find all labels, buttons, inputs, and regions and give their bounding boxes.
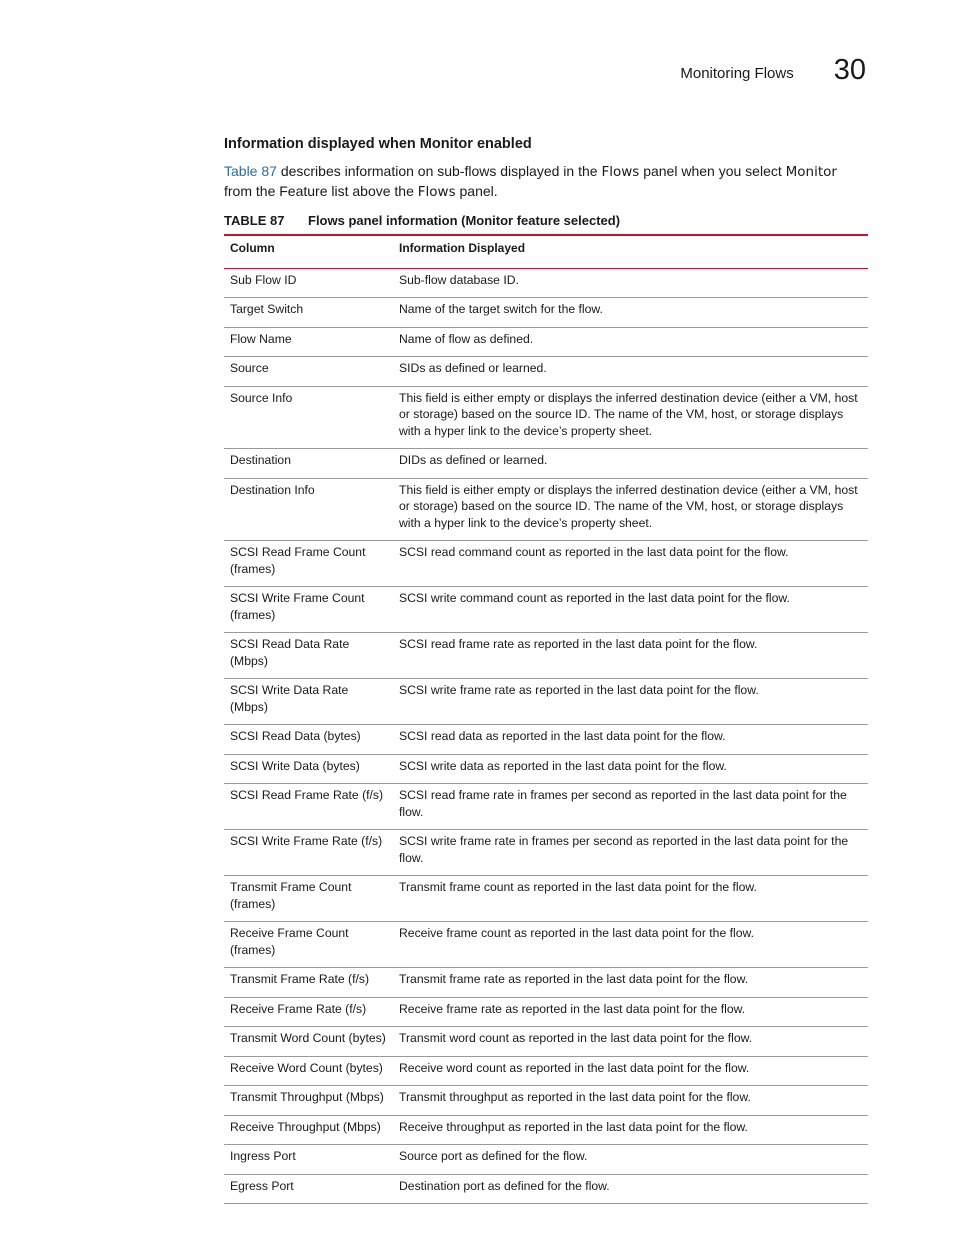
cell-information: Receive throughput as reported in the last data point for the flow. [393, 1115, 868, 1145]
cell-column-name: Receive Throughput (Mbps) [224, 1115, 393, 1145]
table-row [224, 298, 868, 328]
table-caption [224, 213, 868, 236]
table-title: Flows panel information (Monitor feature selected) [308, 213, 621, 228]
table-row [224, 327, 868, 357]
cell-column-name: SCSI Write Frame Count (frames) [224, 587, 393, 633]
cell-information: Transmit frame count as reported in the last data point for the flow. [393, 876, 868, 922]
table-row [224, 784, 868, 830]
cell-column-name: SCSI Write Frame Rate (f/s) [224, 830, 393, 876]
cell-information: SCSI read command count as reported in the last data point for the flow. [393, 541, 868, 587]
cell-column-name: Transmit Word Count (bytes) [224, 1027, 393, 1057]
flows-info-table [224, 236, 868, 1204]
cell-information: SCSI write data as reported in the last data point for the flow. [393, 754, 868, 784]
cell-information: Destination port as defined for the flow. [393, 1174, 868, 1204]
cell-information: SCSI read frame rate in frames per second as reported in the last data point for the flow. [393, 784, 868, 830]
table-row [224, 386, 868, 449]
cell-information: Transmit word count as reported in the last data point for the flow. [393, 1027, 868, 1057]
cell-column-name: Flow Name [224, 327, 393, 357]
cell-column-name: SCSI Write Data Rate (Mbps) [224, 679, 393, 725]
cell-information: SCSI write frame rate in frames per second as reported in the last data point for the flow. [393, 830, 868, 876]
cell-information: This field is either empty or displays the inferred destination device (either a VM, host or storage) based on the source ID. The name of the VM, host, or storage displays with a hyper link to the device’s property sheet. [393, 386, 868, 449]
cell-column-name: Transmit Frame Count (frames) [224, 876, 393, 922]
table-row [224, 679, 868, 725]
ui-term-monitor: Monitor [785, 164, 837, 180]
table-row [224, 449, 868, 479]
intro-text: panel when you select [639, 163, 786, 179]
cell-information: Name of the target switch for the flow. [393, 298, 868, 328]
intro-text: describes information on sub-flows displayed in the [276, 163, 602, 179]
cell-column-name: Transmit Throughput (Mbps) [224, 1086, 393, 1116]
column-header: Column [224, 236, 393, 268]
ui-term-flows: Flows [601, 164, 640, 180]
table-row [224, 725, 868, 755]
table-row [224, 997, 868, 1027]
table-row [224, 830, 868, 876]
cell-column-name: Target Switch [224, 298, 393, 328]
table-row [224, 1115, 868, 1145]
cell-column-name: SCSI Read Frame Count (frames) [224, 541, 393, 587]
cell-column-name: SCSI Write Data (bytes) [224, 754, 393, 784]
chapter-number: 30 [833, 54, 866, 86]
cell-column-name: SCSI Read Data Rate (Mbps) [224, 633, 393, 679]
cell-information: SCSI write frame rate as reported in the last data point for the flow. [393, 679, 868, 725]
table-number: TABLE 87 [224, 213, 285, 228]
cell-column-name: Receive Frame Rate (f/s) [224, 997, 393, 1027]
cell-information: Name of flow as defined. [393, 327, 868, 357]
cell-column-name: SCSI Read Frame Rate (f/s) [224, 784, 393, 830]
table-reference-link[interactable]: Table 87 [224, 163, 277, 179]
section-title: Monitoring Flows [680, 65, 794, 82]
cell-column-name: Sub Flow ID [224, 268, 393, 298]
cell-information: SCSI read data as reported in the last data point for the flow. [393, 725, 868, 755]
cell-column-name: Egress Port [224, 1174, 393, 1204]
cell-column-name: Destination Info [224, 478, 393, 541]
cell-information: DIDs as defined or learned. [393, 449, 868, 479]
cell-column-name: Receive Frame Count (frames) [224, 922, 393, 968]
cell-information: Sub-flow database ID. [393, 268, 868, 298]
running-header [680, 55, 866, 85]
table-row [224, 633, 868, 679]
cell-column-name: Receive Word Count (bytes) [224, 1056, 393, 1086]
cell-information: Receive frame count as reported in the last data point for the flow. [393, 922, 868, 968]
table-row [224, 268, 868, 298]
intro-paragraph [224, 162, 868, 202]
cell-information: Source port as defined for the flow. [393, 1145, 868, 1175]
table-row [224, 1174, 868, 1204]
table-row [224, 587, 868, 633]
table-row [224, 1086, 868, 1116]
table-row [224, 922, 868, 968]
cell-information: SIDs as defined or learned. [393, 357, 868, 387]
cell-column-name: SCSI Read Data (bytes) [224, 725, 393, 755]
table-row [224, 1145, 868, 1175]
intro-text: panel. [455, 183, 498, 199]
table-row [224, 541, 868, 587]
cell-information: Receive frame rate as reported in the last data point for the flow. [393, 997, 868, 1027]
table-row [224, 876, 868, 922]
cell-column-name: Source Info [224, 386, 393, 449]
table-row [224, 968, 868, 998]
table-row [224, 478, 868, 541]
cell-information: Transmit frame rate as reported in the last data point for the flow. [393, 968, 868, 998]
table-body [224, 268, 868, 1204]
cell-column-name: Destination [224, 449, 393, 479]
cell-information: This field is either empty or displays the inferred destination device (either a VM, host or storage) based on the source ID. The name of the VM, host, or storage displays with a hyper link to the device’s property sheet. [393, 478, 868, 541]
cell-column-name: Source [224, 357, 393, 387]
table-row [224, 1027, 868, 1057]
table-row [224, 754, 868, 784]
table-row [224, 357, 868, 387]
cell-information: Transmit throughput as reported in the last data point for the flow. [393, 1086, 868, 1116]
cell-column-name: Ingress Port [224, 1145, 393, 1175]
table-header-row [224, 236, 868, 268]
subheading: Information displayed when Monitor enabled [224, 136, 532, 152]
column-header: Information Displayed [393, 236, 868, 268]
main-content [224, 136, 868, 1204]
cell-column-name: Transmit Frame Rate (f/s) [224, 968, 393, 998]
cell-information: Receive word count as reported in the last data point for the flow. [393, 1056, 868, 1086]
ui-term-flows: Flows [417, 184, 456, 200]
intro-text: from the Feature list above the [224, 183, 418, 199]
cell-information: SCSI write command count as reported in the last data point for the flow. [393, 587, 868, 633]
table-row [224, 1056, 868, 1086]
cell-information: SCSI read frame rate as reported in the last data point for the flow. [393, 633, 868, 679]
